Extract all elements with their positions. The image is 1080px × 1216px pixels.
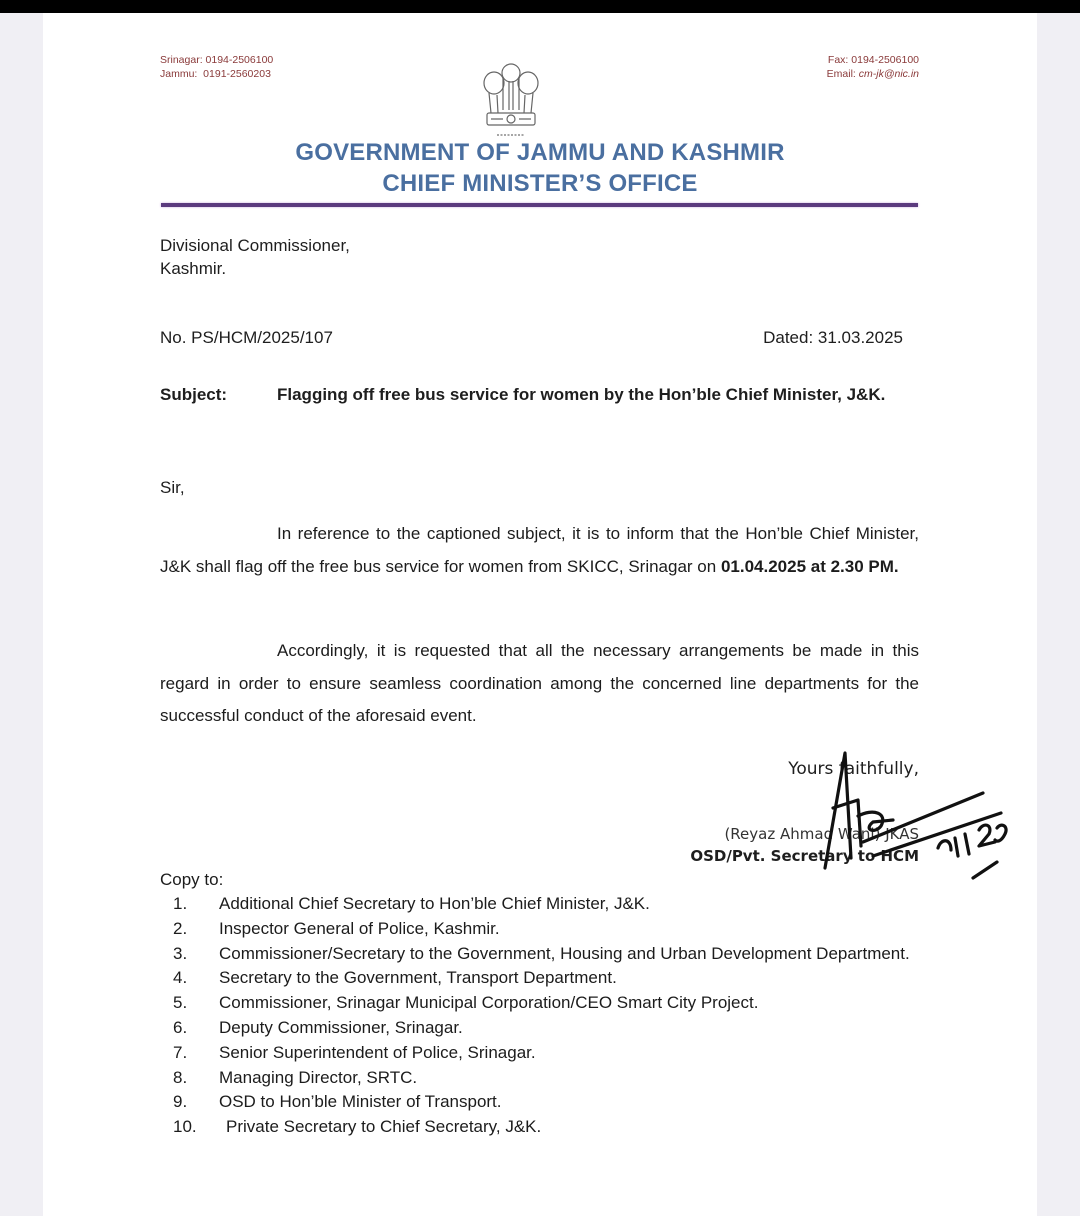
reference-number: No. PS/HCM/2025/107 — [160, 328, 333, 347]
paragraph-1-text: In reference to the captioned subject, it is to inform that the Hon’ble Chief Minister, J&K shall flag off the free bus service for women from SKICC, Srinagar on — [160, 524, 919, 576]
contact-phones — [160, 53, 273, 81]
list-item: 2. Inspector General of Police, Kashmir. — [173, 918, 500, 938]
signatory-name: (Reyaz Ahmad Wani) JKAS — [724, 825, 919, 843]
list-item: 8. Managing Director, SRTC. — [173, 1067, 418, 1087]
handwritten-signature-icon — [683, 738, 1013, 888]
subject-text: Flagging off free bus service for women by the Hon’ble Chief Minister, J&K. — [277, 385, 886, 404]
letterhead-title-government: GOVERNMENT OF JAMMU AND KASHMIR — [295, 139, 785, 166]
subject-label: Subject: — [160, 385, 228, 404]
list-item: 6. Deputy Commissioner, Srinagar. — [173, 1017, 463, 1037]
letterhead-title-office: CHIEF MINISTER’S OFFICE — [382, 170, 698, 197]
letter-date: Dated: 31.03.2025 — [763, 328, 903, 347]
letterhead-divider — [161, 203, 918, 207]
list-item: 9. OSD to Hon’ble Minister of Transport. — [173, 1092, 502, 1112]
addressee-line1: Divisional Commissioner, — [160, 236, 350, 255]
paragraph-1 — [160, 518, 919, 583]
salutation: Sir, — [160, 478, 185, 497]
list-item: 1. Additional Chief Secretary to Hon’ble Chief Minister, J&K. — [173, 894, 650, 913]
list-item: 10. Private Secretary to Chief Secretary, J&K. — [173, 1117, 542, 1137]
addressee — [160, 234, 350, 280]
list-item: 4. Secretary to the Government, Transport Department. — [173, 968, 617, 988]
document-page — [43, 13, 1037, 1216]
list-item: 7. Senior Superintendent of Police, Srinagar. — [173, 1042, 536, 1062]
contact-email — [827, 67, 919, 81]
email-value: cm-jk@nic.in — [858, 68, 919, 80]
top-status-bar — [0, 0, 1080, 13]
paragraph-2-text: Accordingly, it is requested that all the necessary arrangements be made in this regard in order to ensure seamless coordination among the concerned line departments for the successful conduct of the aforesaid event. — [160, 641, 919, 725]
copy-to-label: Copy to: — [160, 870, 224, 889]
copy-to-list — [173, 892, 919, 1140]
contact-jammu: Jammu: 0191-2560203 — [160, 68, 271, 80]
paragraph-2 — [160, 635, 919, 733]
contact-srinagar: Srinagar: 0194-2506100 — [160, 54, 274, 66]
email-label: Email: — [826, 68, 859, 80]
closing: Yours faithfully, — [788, 759, 919, 779]
addressee-line2: Kashmir. — [160, 259, 227, 278]
contact-fax-email — [827, 53, 919, 81]
national-emblem-icon — [471, 55, 551, 145]
list-item: 3. Commissioner/Secretary to the Government, Housing and Urban Development Department. — [173, 943, 910, 963]
signatory-designation: OSD/Pvt. Secretary to HCM — [690, 847, 919, 865]
contact-fax: Fax: 0194-2506100 — [827, 54, 919, 66]
event-datetime: 01.04.2025 at 2.30 PM. — [720, 556, 899, 576]
list-item: 5. Commissioner, Srinagar Municipal Corporation/CEO Smart City Project. — [173, 993, 759, 1013]
